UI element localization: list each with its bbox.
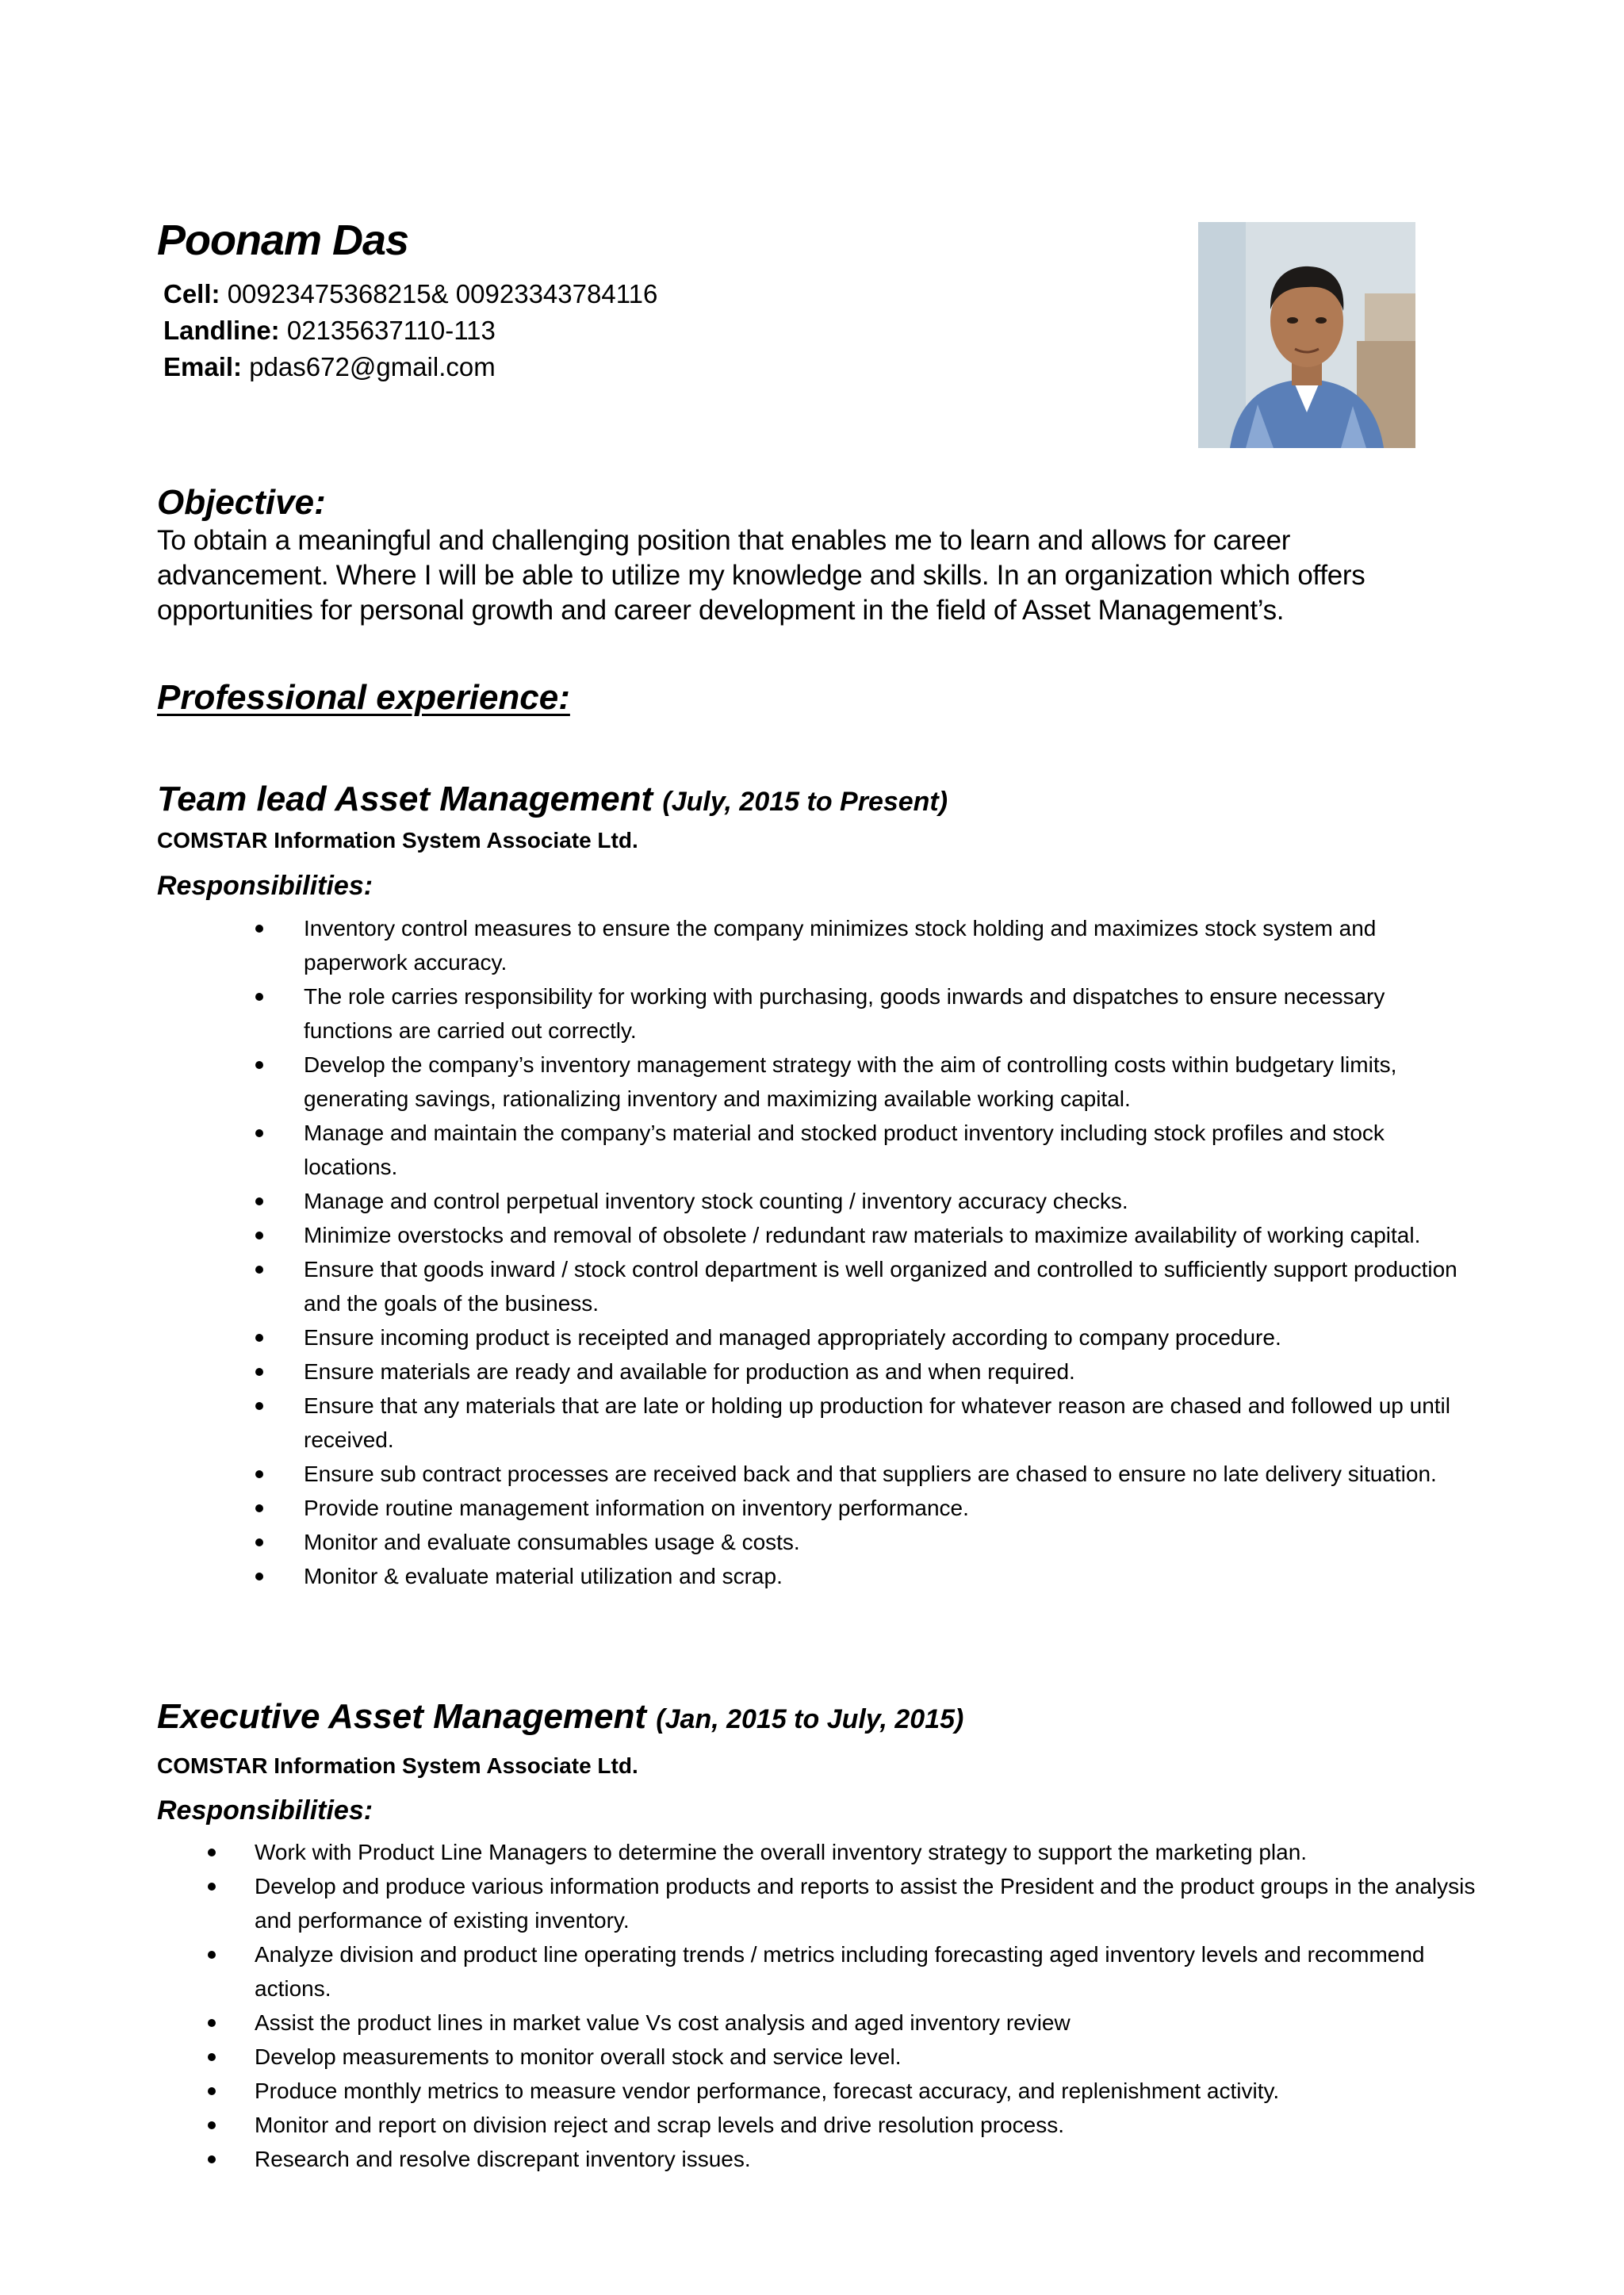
profile-photo-illustration [1198,222,1415,448]
contact-block [163,276,657,385]
objective-text: To obtain a meaningful and challenging position that enables me to learn and allows for career advancement. Where I will be able to utilize my knowledge and skills. In an organization which offers opportunities for personal growth and career development in the field of Asset Management’s. [157,525,1365,626]
email-line [163,349,657,385]
cell-label: Cell: [163,279,220,308]
list-item: Inventory control measures to ensure the company minimizes stock holding and maximizes stock system and paperwork accuracy. [304,911,1477,979]
list-item: Produce monthly metrics to measure vendor performance, forecast accuracy, and replenishment activity. [255,2074,1476,2108]
objective-heading: Objective: [157,483,326,522]
list-item: Manage and maintain the company’s material and stocked product inventory including stock profiles and stock locations. [304,1116,1477,1184]
list-item: Monitor and report on division reject and scrap levels and drive resolution process. [255,2108,1476,2142]
profile-photo [1198,222,1415,448]
job-2-title [157,1699,963,1734]
list-item: Manage and control perpetual inventory stock counting / inventory accuracy checks. [304,1184,1477,1218]
list-item: Assist the product lines in market value Vs cost analysis and aged inventory review [255,2006,1476,2040]
email-label: Email: [163,352,243,381]
job-1-role: Team lead Asset Management [157,780,653,818]
list-item: Ensure that goods inward / stock control department is well organized and controlled to sufficiently support production and the goals of the business. [304,1252,1477,1320]
list-item: Monitor & evaluate material utilization and scrap. [304,1559,1477,1593]
list-item: Ensure materials are ready and available for production as and when required. [304,1354,1477,1389]
list-item: Analyze division and product line operating trends / metrics including forecasting aged inventory levels and recommend actions. [255,1937,1476,2006]
email-value: pdas672@gmail.com [249,352,496,381]
job-2-company: COMSTAR Information System Associate Ltd. [157,1753,638,1778]
job-2-responsibilities-list [255,1835,1476,2176]
list-item: Provide routine management information on inventory performance. [304,1491,1477,1525]
job-1-responsibilities-label: Responsibilities: [157,871,373,901]
list-item: Ensure that any materials that are late or holding up production for whatever reason are chased and followed up until received. [304,1389,1477,1457]
job-1-company: COMSTAR Information System Associate Ltd. [157,828,638,852]
list-item: Research and resolve discrepant inventory issues. [255,2142,1476,2176]
list-item: Develop measurements to monitor overall stock and service level. [255,2040,1476,2074]
job-1-title [157,782,948,817]
cell-line [163,276,657,312]
job-1-dates: (July, 2015 to Present) [662,787,948,817]
landline-value: 02135637110-113 [286,316,496,345]
cell-value: 00923475368215& 00923343784116 [227,279,658,308]
list-item: Develop and produce various information products and reports to assist the President and the product groups in the analysis and performance of existing inventory. [255,1869,1476,1937]
job-2-role: Executive Asset Management [157,1697,647,1736]
list-item: Minimize overstocks and removal of obsolete / redundant raw materials to maximize availability of working capital. [304,1218,1477,1252]
job-1-responsibilities-list [304,911,1477,1593]
list-item: Develop the company’s inventory management strategy with the aim of controlling costs within budgetary limits, generating savings, rationalizing inventory and maximizing available working capital. [304,1048,1477,1116]
job-2-dates: (Jan, 2015 to July, 2015) [656,1704,964,1734]
experience-heading: Professional experience: [157,678,570,717]
list-item: Ensure incoming product is receipted and managed appropriately according to company procedure. [304,1320,1477,1354]
list-item: Ensure sub contract processes are received back and that suppliers are chased to ensure no late delivery situation. [304,1457,1477,1491]
candidate-name: Poonam Das [157,216,409,264]
list-item: Work with Product Line Managers to determine the overall inventory strategy to support the marketing plan. [255,1835,1476,1869]
list-item: Monitor and evaluate consumables usage & costs. [304,1525,1477,1559]
landline-line [163,312,657,349]
list-item: The role carries responsibility for working with purchasing, goods inwards and dispatches to ensure necessary functions are carried out correctly. [304,979,1477,1048]
job-2-responsibilities-label: Responsibilities: [157,1795,373,1826]
landline-label: Landline: [163,316,280,345]
